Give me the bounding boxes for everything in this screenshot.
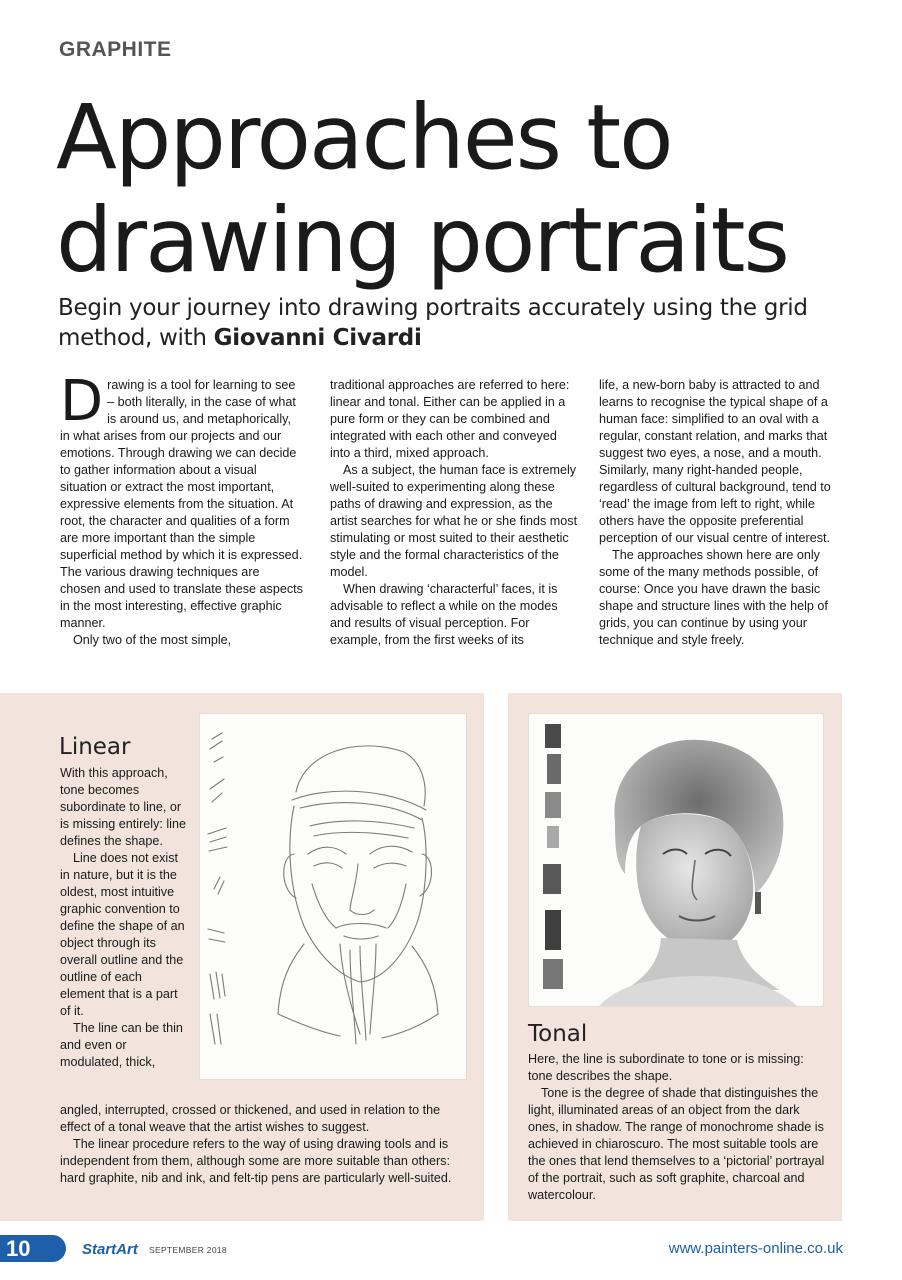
col1-paragraph-1: rawing is a tool for learning to see – both literally, in the case of what is around us, and metaphorically, in what arises from our projects and our emotions. Through drawing we can decide to gather information about a visual situation or extract the most important, expressive elements from the situation. At root, the character and qualities of a form are more important than the simple superficial method by which it is expressed. The various drawing techniques are chosen and used to translate these aspects in the most interesting, effective graphic manner. [60, 378, 303, 630]
tonal-paragraph-2: Tone is the degree of shade that distinguishes the light, illuminated areas of an object from the dark ones, in shadow. The range of monochrome shade is achieved in chiaroscuro. The most suitable tools are the ones that lend themselves to a ‘pictorial’ portrayal of the portrait, such as soft graphite, charcoal and watercolour. [528, 1086, 825, 1202]
section-tag: GRAPHITE [59, 38, 172, 61]
linear-portrait-image [199, 713, 467, 1080]
magazine-brand: StartArt [82, 1241, 138, 1258]
body-column-2 [330, 377, 578, 649]
tonal-portrait-image [528, 713, 824, 1007]
linear-paragraph-3b: angled, interrupted, crossed or thickened, and used in relation to the effect of a tonal weave that the artist wishes to suggest. [60, 1103, 441, 1134]
standfirst-text: Begin your journey into drawing portraits accurately using the grid method, with [58, 295, 808, 351]
linear-paragraph-4: The linear procedure refers to the way of using drawing tools and is independent from them, although some are more suitable than others: hard graphite, nib and ink, and felt-tip pens are particularly well-suited. [60, 1137, 452, 1185]
tonal-box-title: Tonal [528, 1021, 588, 1047]
linear-box-wide-text [60, 1102, 464, 1187]
dropcap: D [60, 369, 104, 434]
col3-paragraph-1: life, a new-born baby is attracted to and learns to recognise the typical shape of a human face: simplified to an oval with a regular, constant relation, and marks that suggest two eyes, a nose, and a mouth. Similarly, many right-handed people, regardless of cultural background, tend to ‘read’ the image from left to right, while others have the opposite preferential perception of our visual centre of interest. [599, 378, 831, 545]
col2-paragraph-1: traditional approaches are referred to here: linear and tonal. Either can be applied in a pure form or they can be combined and integrated with each other and conveyed into a third, mixed approach. [330, 378, 570, 460]
tonal-portrait-sketch [529, 714, 823, 1006]
headline-line-1: Approaches to [56, 85, 672, 189]
tonal-paragraph-1: Here, the line is subordinate to tone or is missing: tone describes the shape. [528, 1052, 804, 1083]
col3-paragraph-2: The approaches shown here are only some of the many methods possible, of course: Once you have drawn the basic shape and structure lines with the help of grids, you can continue by using your technique and style freely. [599, 548, 828, 647]
col2-paragraph-3: When drawing ‘characterful’ faces, it is advisable to reflect a while on the modes and results of visual perception. For example, from the first weeks of its [330, 582, 558, 647]
linear-paragraph-2: Line does not exist in nature, but it is the oldest, most intuitive graphic convention to define the shape of an object through its overall outline and the outline of each element that is a part of it. [60, 851, 185, 1018]
author-name: Giovanni Civardi [213, 325, 422, 351]
tonal-box-text [528, 1051, 828, 1204]
headline [56, 86, 876, 292]
col2-paragraph-2: As a subject, the human face is extremely well-suited to experimenting along these paths of drawing and expression, as the artist searches for what he or she finds most stimulating or most suited to their aesthetic style and the formal characteristics of the model. [330, 463, 578, 579]
linear-box-narrow-text [60, 765, 186, 1071]
standfirst [58, 293, 818, 353]
body-column-1 [60, 369, 303, 649]
issue-date: SEPTEMBER 2018 [149, 1245, 227, 1255]
linear-box-title: Linear [59, 734, 131, 760]
headline-line-2: drawing portraits [56, 188, 788, 292]
page-number: 10 [6, 1236, 31, 1261]
body-column-3 [599, 377, 847, 649]
col1-paragraph-2: Only two of the most simple, [73, 633, 232, 647]
linear-portrait-sketch [200, 714, 466, 1079]
linear-paragraph-3a: The line can be thin and even or modulated, thick, [60, 1021, 183, 1069]
website-url[interactable]: www.painters-online.co.uk [668, 1240, 843, 1257]
linear-paragraph-1: With this approach, tone becomes subordinate to line, or is missing entirely: line defines the shape. [60, 766, 186, 848]
